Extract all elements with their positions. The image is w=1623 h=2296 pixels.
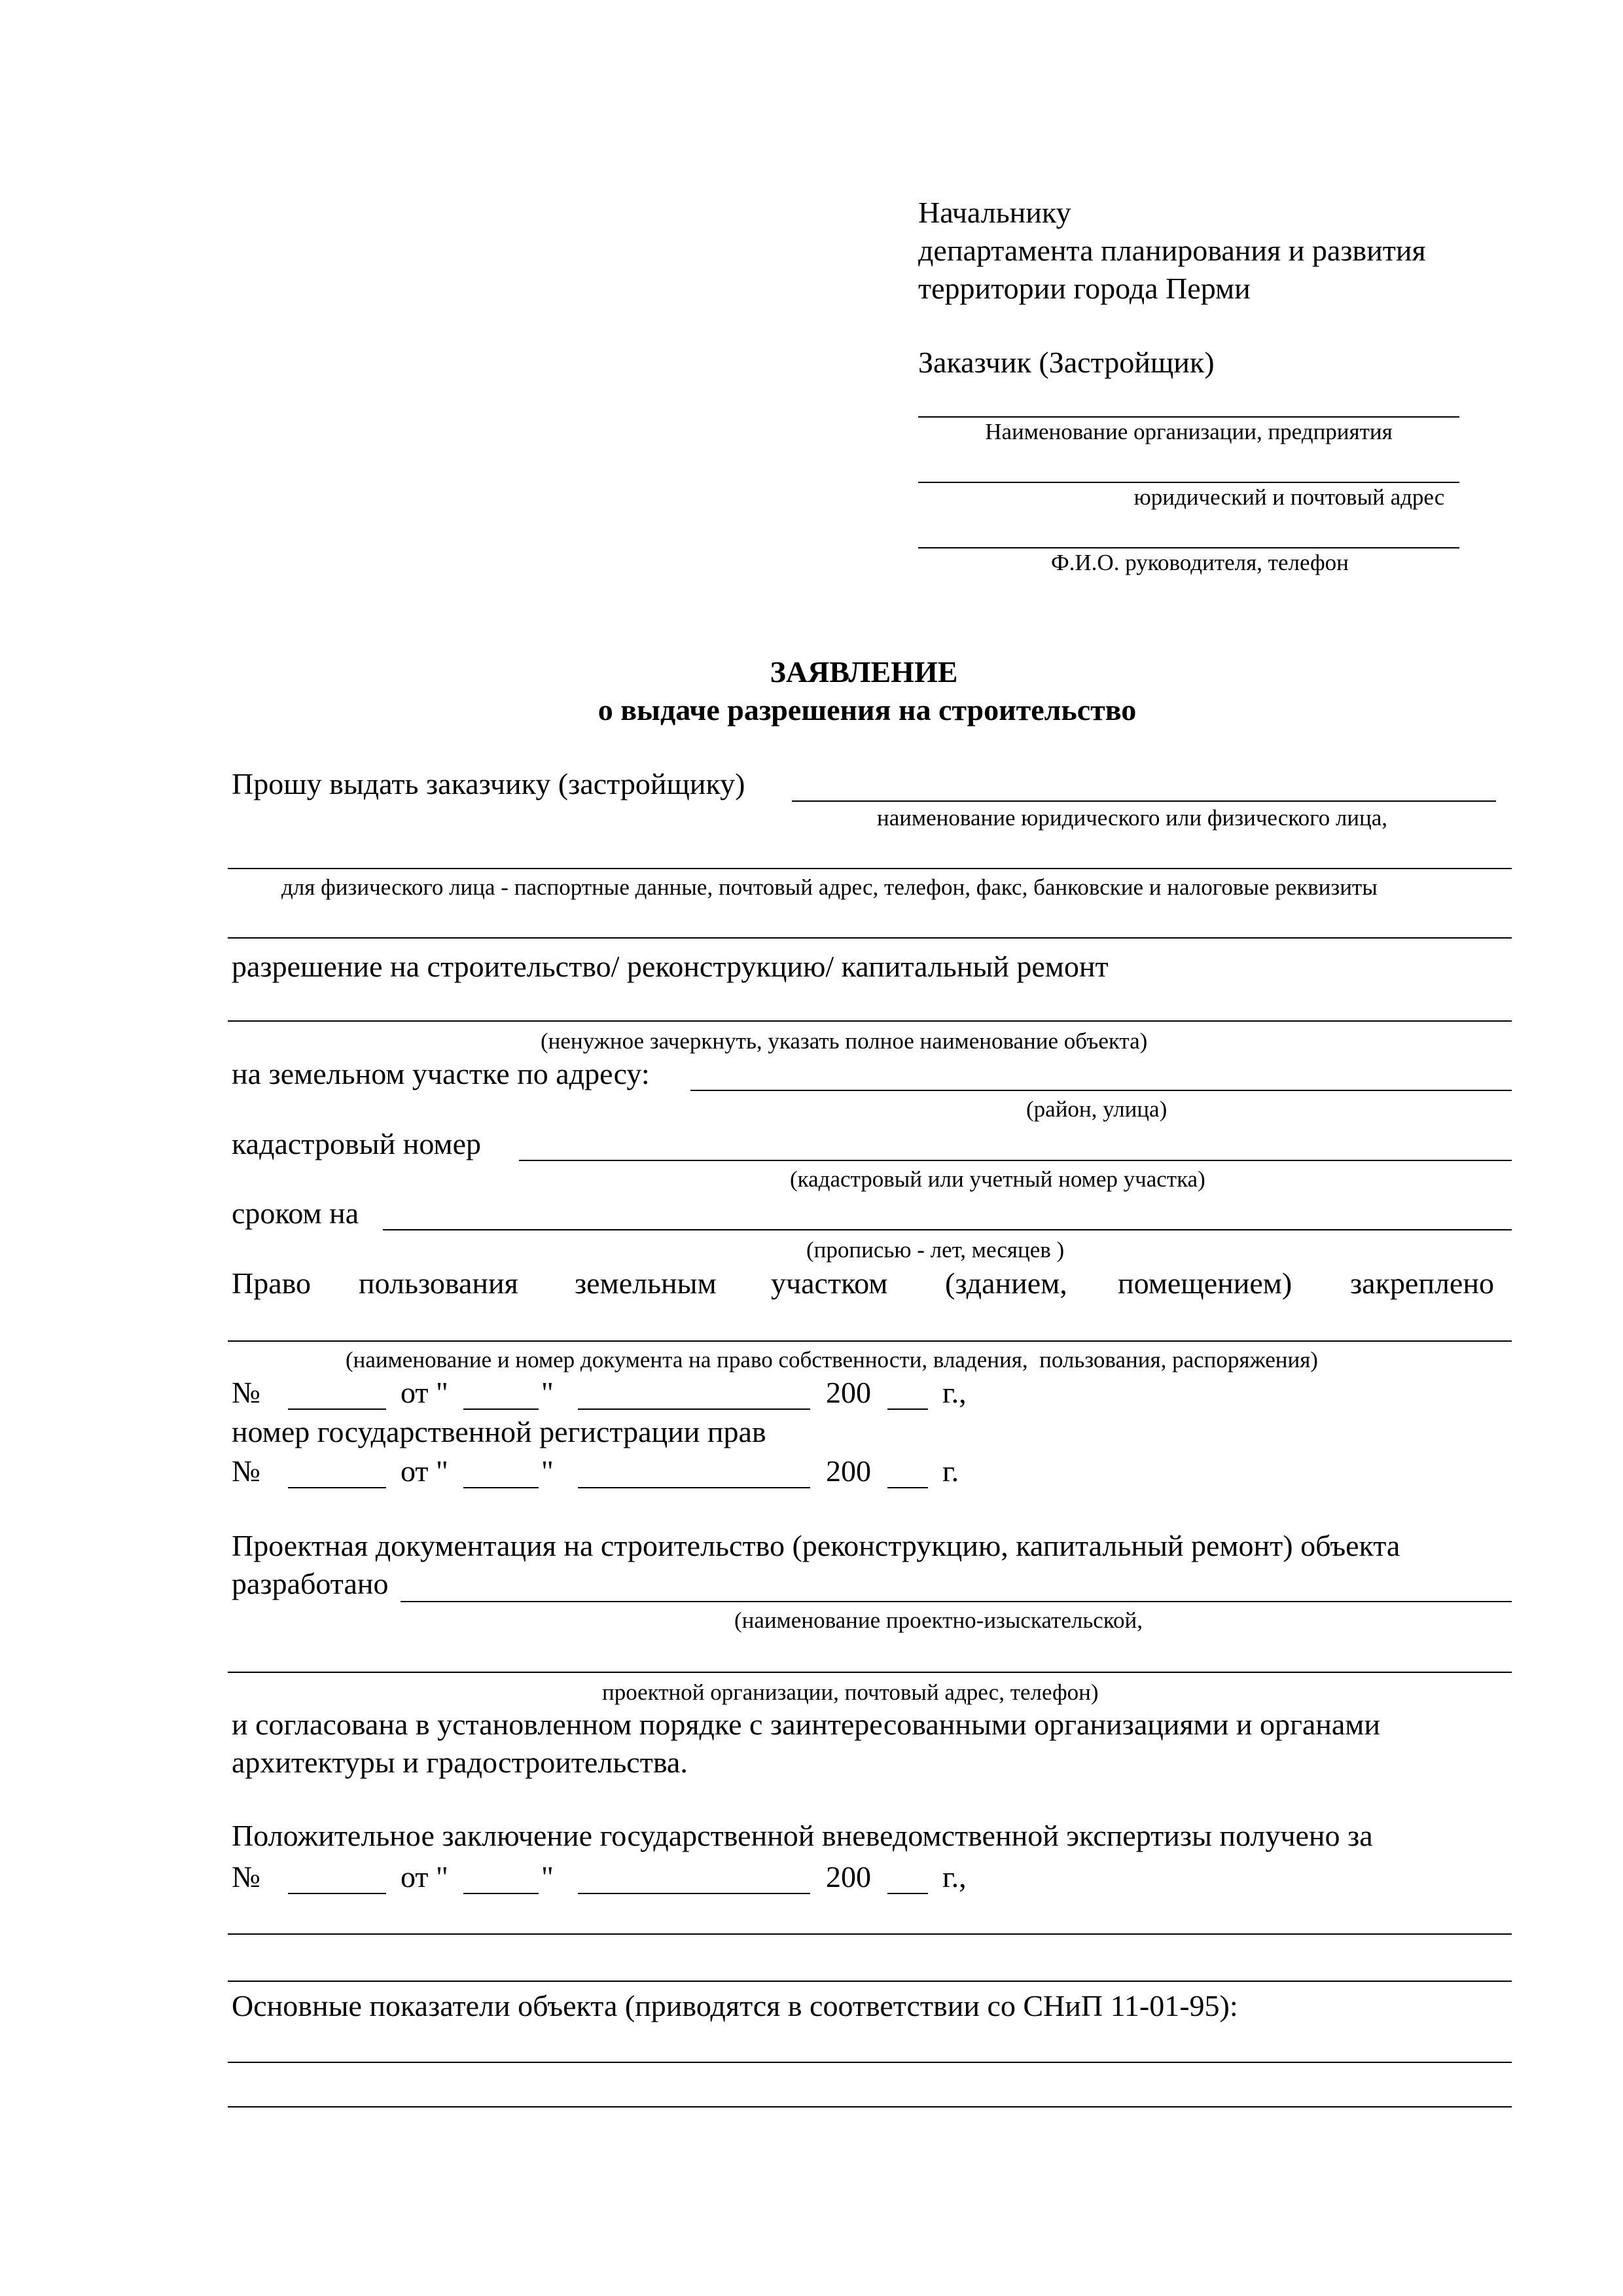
entity-details-field[interactable] bbox=[228, 868, 1512, 869]
permit-text: разрешение на строительство/ реконструкцию/ капитальный ремонт bbox=[232, 950, 1109, 983]
entity-name-field[interactable] bbox=[792, 800, 1496, 802]
doc-number-field-3[interactable] bbox=[288, 1893, 386, 1894]
project-line-1: Проектная документация на строительство (реконструкцию, капитальный ремонт) объекта bbox=[232, 1529, 1400, 1562]
doc-number-sign-3: № bbox=[232, 1860, 260, 1893]
address-field[interactable] bbox=[690, 1090, 1512, 1091]
term-hint: (прописью - лет, месяцев ) bbox=[806, 1237, 1065, 1263]
doc-number-sign-1: № bbox=[232, 1376, 260, 1409]
physical-person-hint: для физического лица - паспортные данные, почтовый адрес, телефон, факс, банковские и налоговые реквизиты bbox=[281, 874, 1378, 900]
doc-number-field-1[interactable] bbox=[288, 1408, 386, 1410]
from-label-3: от " bbox=[401, 1860, 448, 1893]
doc-number-sign-2: № bbox=[232, 1454, 260, 1488]
year-prefix-1: 200 bbox=[826, 1376, 871, 1409]
quote-close-1: " bbox=[541, 1376, 554, 1409]
indicators-field-2[interactable] bbox=[228, 2106, 1512, 2108]
addressee-line-3: территории города Перми bbox=[918, 272, 1251, 305]
entity-details-field-2[interactable] bbox=[228, 937, 1512, 939]
cadastral-hint: (кадастровый или учетный номер участка) bbox=[790, 1166, 1205, 1192]
customer-address-field[interactable] bbox=[918, 482, 1459, 483]
year-prefix-3: 200 bbox=[826, 1860, 871, 1893]
design-org-field-2[interactable] bbox=[228, 1672, 1512, 1673]
from-label-1: от " bbox=[401, 1376, 448, 1409]
district-hint: (район, улица) bbox=[1026, 1096, 1168, 1122]
right-word-4: участком bbox=[771, 1266, 888, 1300]
year-field-3[interactable] bbox=[887, 1893, 928, 1894]
expertise-line: Положительное заключение государственной вневедомственной экспертизы получено за bbox=[232, 1819, 1373, 1852]
customer-head-field[interactable] bbox=[918, 547, 1459, 548]
year-suffix-1: г., bbox=[942, 1376, 967, 1409]
document-title: ЗАЯВЛЕНИЕ bbox=[770, 655, 958, 689]
document-subtitle: о выдаче разрешения на строительство bbox=[597, 693, 1137, 726]
agreed-line-1: и согласована в установленном порядке с заинтересованными организациями и органами bbox=[232, 1708, 1381, 1741]
right-word-7: закреплено bbox=[1350, 1266, 1494, 1300]
request-label: Прошу выдать заказчику (застройщику) bbox=[232, 767, 745, 800]
object-hint: (ненужное зачеркнуть, указать полное наименование объекта) bbox=[541, 1028, 1148, 1054]
quote-close-2: " bbox=[541, 1454, 554, 1488]
day-field-3[interactable] bbox=[463, 1893, 539, 1894]
day-field-2[interactable] bbox=[463, 1487, 539, 1488]
year-suffix-3: г., bbox=[942, 1860, 967, 1893]
design-org-field[interactable] bbox=[401, 1601, 1512, 1602]
right-word-2: пользования bbox=[359, 1266, 518, 1300]
year-field-2[interactable] bbox=[887, 1487, 928, 1488]
indicators-field-1[interactable] bbox=[228, 2062, 1512, 2063]
object-name-field[interactable] bbox=[228, 1020, 1512, 1022]
customer-label: Заказчик (Застройщик) bbox=[918, 346, 1215, 379]
month-field-1[interactable] bbox=[578, 1408, 810, 1410]
customer-address-hint: юридический и почтовый адрес bbox=[1133, 484, 1445, 510]
term-label: сроком на bbox=[232, 1196, 359, 1230]
quote-close-3: " bbox=[541, 1860, 554, 1893]
customer-org-field[interactable] bbox=[918, 416, 1459, 418]
addressee-line-2: департамента планирования и развития bbox=[918, 234, 1426, 267]
year-suffix-2: г. bbox=[942, 1454, 959, 1488]
registration-label: номер государственной регистрации прав bbox=[232, 1415, 766, 1448]
from-label-2: от " bbox=[401, 1454, 448, 1488]
design-hint-1: (наименование проектно-изыскательской, bbox=[734, 1607, 1143, 1633]
year-field-1[interactable] bbox=[887, 1408, 928, 1410]
developed-label: разработано bbox=[232, 1567, 389, 1600]
right-word-1: Право bbox=[232, 1266, 312, 1300]
year-prefix-2: 200 bbox=[826, 1454, 871, 1488]
agreed-line-2: архитектуры и градостроительства. bbox=[232, 1746, 688, 1779]
entity-hint: наименование юридического или физического лица, bbox=[877, 805, 1388, 831]
customer-org-hint: Наименование организации, предприятия bbox=[985, 419, 1393, 444]
doc-number-field-2[interactable] bbox=[288, 1487, 386, 1488]
cadastral-field[interactable] bbox=[519, 1160, 1512, 1161]
expertise-field-1[interactable] bbox=[228, 1933, 1512, 1935]
design-hint-2: проектной организации, почтовый адрес, телефон) bbox=[602, 1679, 1099, 1705]
right-doc-hint: (наименование и номер документа на право собственности, владения, пользования, распоряжения) bbox=[346, 1347, 1318, 1372]
address-label: на земельном участке по адресу: bbox=[232, 1057, 650, 1090]
right-word-6: помещением) bbox=[1118, 1266, 1293, 1300]
right-word-3: земельным bbox=[575, 1266, 717, 1300]
indicators-label: Основные показатели объекта (приводятся в соответствии со СНиП 11-01-95): bbox=[232, 1989, 1238, 2022]
right-doc-field[interactable] bbox=[228, 1340, 1512, 1342]
expertise-field-2[interactable] bbox=[228, 1981, 1512, 1982]
right-word-5: (зданием, bbox=[945, 1266, 1067, 1300]
customer-head-hint: Ф.И.О. руководителя, телефон bbox=[1051, 550, 1349, 575]
cadastral-label: кадастровый номер bbox=[232, 1127, 481, 1160]
month-field-2[interactable] bbox=[578, 1487, 810, 1488]
term-field[interactable] bbox=[383, 1229, 1512, 1230]
addressee-line-1: Начальнику bbox=[918, 196, 1071, 229]
month-field-3[interactable] bbox=[578, 1893, 810, 1894]
day-field-1[interactable] bbox=[463, 1408, 539, 1410]
